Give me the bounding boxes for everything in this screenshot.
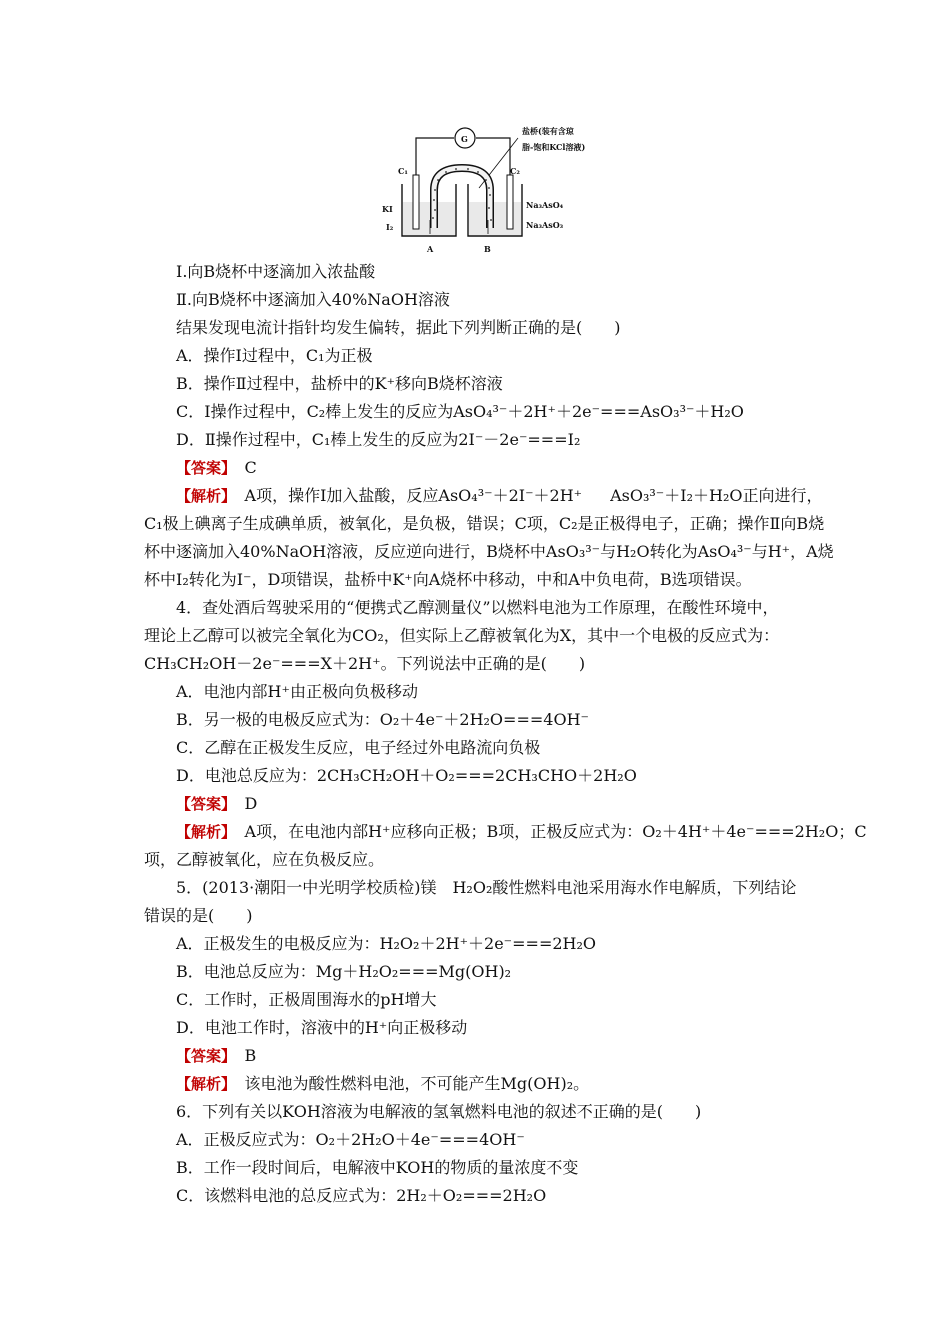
q4-answer	[0, 793, 950, 815]
q3-analysis-line-1	[0, 485, 950, 507]
q3-analysis-line-3: 杯中逐滴加入40%NaOH溶液，反应逆向进行，B烧杯中AsO₃³⁻与H₂O转化为AsO₄³⁻与H⁺，A烧	[144, 542, 834, 561]
q5-option-c: C．工作时，正极周围海水的pH增大	[176, 990, 437, 1009]
q4-option-c: C．乙醇在正极发生反应，电子经过外电路流向负极	[176, 738, 541, 757]
label-c1: C₁	[398, 166, 408, 176]
answer-tag: 【答案】	[176, 1047, 229, 1065]
q3-option-d: D．Ⅱ操作过程中，C₁棒上发生的反应为2I⁻－2e⁻===I₂	[176, 430, 581, 449]
q5-stem-1: 5．(2013·潮阳一中光明学校质检)镁 H₂O₂酸性燃料电池采用海水作电解质，下列结论	[176, 878, 797, 897]
q4-stem-3: CH₃CH₂OH－2e⁻===X＋2H⁺。下列说法中正确的是( )	[144, 654, 586, 673]
label-b: B	[484, 244, 491, 254]
q5-analysis-line-1	[0, 1073, 950, 1095]
analysis-tag: 【解析】	[176, 487, 229, 505]
salt-bridge-label-1: 盐桥(装有含琼	[522, 126, 574, 136]
answer-value: D	[244, 794, 258, 813]
label-i2: I₂	[386, 222, 394, 232]
analysis-text: 该电池为酸性燃料电池，不可能产生Mg(OH)₂。	[244, 1074, 590, 1093]
q4-option-d: D．电池总反应为：2CH₃CH₂OH＋O₂===2CH₃CHO＋2H₂O	[176, 766, 637, 785]
q5-answer	[0, 1045, 950, 1067]
electrode-c2	[507, 175, 513, 229]
q5-stem-2: 错误的是( )	[144, 906, 253, 925]
galvanometer-label: G	[461, 134, 468, 144]
label-ki: KI	[382, 204, 393, 214]
q4-stem-1: 4．查处酒后驾驶采用的“便携式乙醇测量仪”以燃料电池为工作原理，在酸性环境中，	[176, 598, 779, 617]
q3-answer	[0, 457, 950, 479]
operation-2: Ⅱ.向B烧杯中逐滴加入40%NaOH溶液	[176, 290, 450, 309]
q6-option-b: B．工作一段时间后，电解液中KOH的物质的量浓度不变	[176, 1158, 579, 1177]
q3-option-a: A．操作Ⅰ过程中，C₁为正极	[176, 346, 373, 365]
q3-analysis-line-2: C₁极上碘离子生成碘单质，被氧化，是负极，错误；C项，C₂是正极得电子，正确；操作Ⅱ向B烧	[144, 514, 825, 533]
salt-bridge-label-2: 脂-饱和KCl溶液)	[522, 142, 586, 152]
analysis-text: A项，在电池内部H⁺应移向正极；B项，正极反应式为：O₂＋4H⁺＋4e⁻===2H₂O；C	[244, 822, 867, 841]
q4-option-b: B．另一极的电极反应式为：O₂＋4e⁻＋2H₂O===4OH⁻	[176, 710, 589, 729]
q3-option-b: B．操作Ⅱ过程中，盐桥中的K⁺移向B烧杯溶液	[176, 374, 503, 393]
analysis-tag: 【解析】	[176, 1075, 229, 1093]
cell-diagram	[376, 120, 598, 260]
q3-analysis-line-4: 杯中I₂转化为I⁻，D项错误，盐桥中K⁺向A烧杯中移动，中和A中负电荷，B选项错误。	[144, 570, 752, 589]
label-na3aso3: Na₃AsO₃	[526, 220, 564, 230]
q4-analysis-line-2: 项，乙醇被氧化，应在负极反应。	[144, 850, 385, 869]
operation-1: Ⅰ.向B烧杯中逐滴加入浓盐酸	[176, 262, 376, 281]
q6-stem-1: 6．下列有关以KOH溶液为电解液的氢氧燃料电池的叙述不正确的是( )	[176, 1102, 702, 1121]
q6-option-a: A．正极反应式为：O₂＋2H₂O＋4e⁻===4OH⁻	[176, 1130, 525, 1149]
analysis-tag: 【解析】	[176, 823, 229, 841]
q4-stem-2: 理论上乙醇可以被完全氧化为CO₂，但实际上乙醇被氧化为X，其中一个电极的反应式为：	[144, 626, 780, 645]
answer-tag: 【答案】	[176, 459, 229, 477]
q5-option-d: D．电池工作时，溶液中的H⁺向正极移动	[176, 1018, 468, 1037]
q3-option-c: C．Ⅰ操作过程中，C₂棒上发生的反应为AsO₄³⁻＋2H⁺＋2e⁻===AsO₃³⁻＋H₂O	[176, 402, 744, 421]
answer-value: B	[244, 1046, 257, 1065]
label-na3aso4: Na₃AsO₄	[526, 200, 564, 210]
q4-analysis-line-1	[0, 821, 950, 843]
analysis-text: A项，操作Ⅰ加入盐酸，反应AsO₄³⁻＋2I⁻＋2H⁺	[244, 486, 583, 505]
q6-option-c: C．该燃料电池的总反应式为：2H₂＋O₂===2H₂O	[176, 1186, 547, 1205]
electrode-c1	[413, 175, 419, 229]
answer-tag: 【答案】	[176, 795, 229, 813]
q3-stem: 结果发现电流计指针均发生偏转，据此下列判断正确的是( )	[176, 318, 621, 337]
q4-option-a: A．电池内部H⁺由正极向负极移动	[176, 682, 418, 701]
analysis-text: AsO₃³⁻＋I₂＋H₂O正向进行，	[610, 486, 823, 505]
label-c2: C₂	[510, 166, 520, 176]
q5-option-b: B．电池总反应为：Mg＋H₂O₂===Mg(OH)₂	[176, 962, 512, 981]
answer-value: C	[244, 458, 257, 477]
label-a: A	[427, 244, 434, 254]
q5-option-a: A．正极发生的电极反应为：H₂O₂＋2H⁺＋2e⁻===2H₂O	[176, 934, 597, 953]
